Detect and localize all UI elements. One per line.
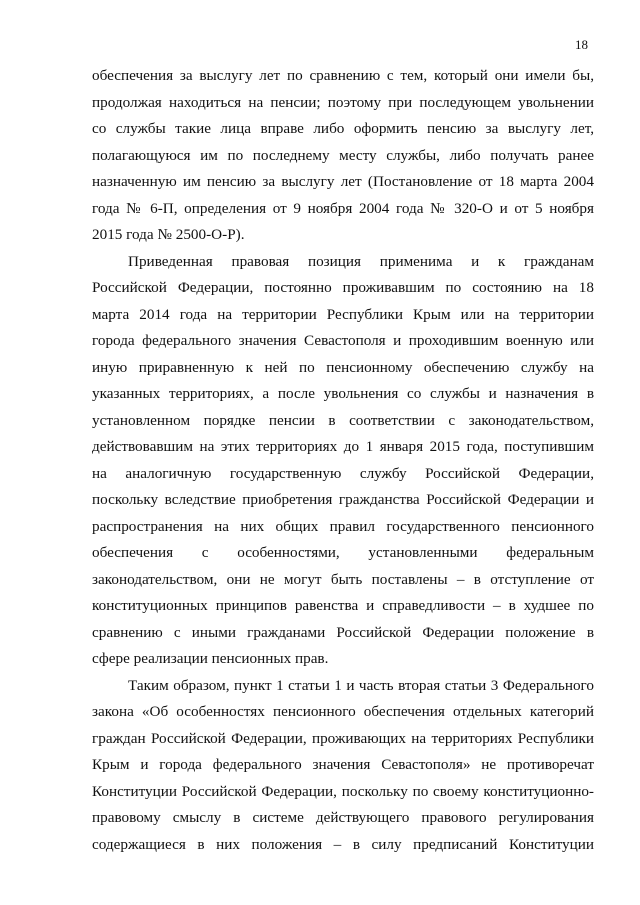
text-line: иную приравненную к ней по пенсионному обеспечению службу на (92, 358, 594, 376)
text-line: Российской Федерации, постоянно проживавшим по состоянию на 18 (92, 279, 594, 296)
text-line: сравнению с иными гражданами Российской Федерации положение в (92, 623, 594, 641)
text-line: Крым и города федерального значения Севастополя» не противоречат (92, 756, 594, 773)
text-line: граждан Российской Федерации, проживающих на территориях Республики (92, 729, 594, 747)
text-line: 2015 года № 2500-О-Р). (92, 226, 245, 243)
text-line: со службы такие лица вправе либо оформить пенсию за выслугу лет, (92, 120, 594, 137)
text-line: на аналогичную государственную службу Российской Федерации, (92, 464, 594, 482)
text-line: города федерального значения Севастополя и проходившим военную или (92, 332, 594, 349)
text-line: конституционных принципов равенства и справедливости – в худшее по (92, 597, 594, 614)
paragraph-1 (92, 63, 594, 249)
text-line: Таким образом, пункт 1 статьи 1 и часть вторая статьи 3 Федерального (128, 676, 594, 694)
text-line: полагающуюся им по последнему месту службы, либо получать ранее (92, 146, 594, 164)
text-line: Конституции Российской Федерации, поскольку по своему конституционно- (92, 782, 594, 800)
text-line: обеспечения с особенностями, установленными федеральным (92, 544, 594, 561)
text-line: правовому смыслу в системе действующего правового регулирования (92, 809, 594, 826)
text-line: года № 6-П, определения от 9 ноября 2004 года № 320-О и от 5 ноября (92, 199, 594, 217)
text-line: сфере реализации пенсионных прав. (92, 650, 329, 667)
text-line: действовавшим на этих территориях до 1 января 2015 года, поступившим (92, 438, 594, 455)
text-line: поскольку вследствие приобретения гражданства Российской Федерации и (92, 491, 594, 508)
text-line: продолжая находиться на пенсии; поэтому при последующем увольнении (92, 93, 594, 111)
paragraph-3 (92, 673, 594, 859)
text-line: установленном порядке пенсии в соответствии с законодательством, (92, 411, 594, 429)
text-line: законодательством, они не могут быть поставлены – в отступление от (92, 570, 594, 588)
text-line: указанных территориях, а после увольнения со службы и назначения в (92, 385, 594, 402)
text-line: назначенную им пенсию за выслугу лет (Постановление от 18 марта 2004 (92, 173, 594, 190)
paragraph-2 (92, 249, 594, 673)
text-line: Приведенная правовая позиция применима и к гражданам (128, 252, 594, 270)
text-line: марта 2014 года на территории Республики Крым или на территории (92, 305, 594, 323)
page-number: 18 (575, 37, 588, 52)
document-body (92, 63, 594, 858)
text-line: содержащиеся в них положения – в силу предписаний Конституции (92, 835, 594, 853)
text-line: распространения на них общих правил государственного пенсионного (92, 517, 594, 535)
text-line: закона «Об особенностях пенсионного обеспечения отдельных категорий (92, 703, 594, 720)
text-line: обеспечения за выслугу лет по сравнению с тем, который они имели бы, (92, 67, 594, 84)
